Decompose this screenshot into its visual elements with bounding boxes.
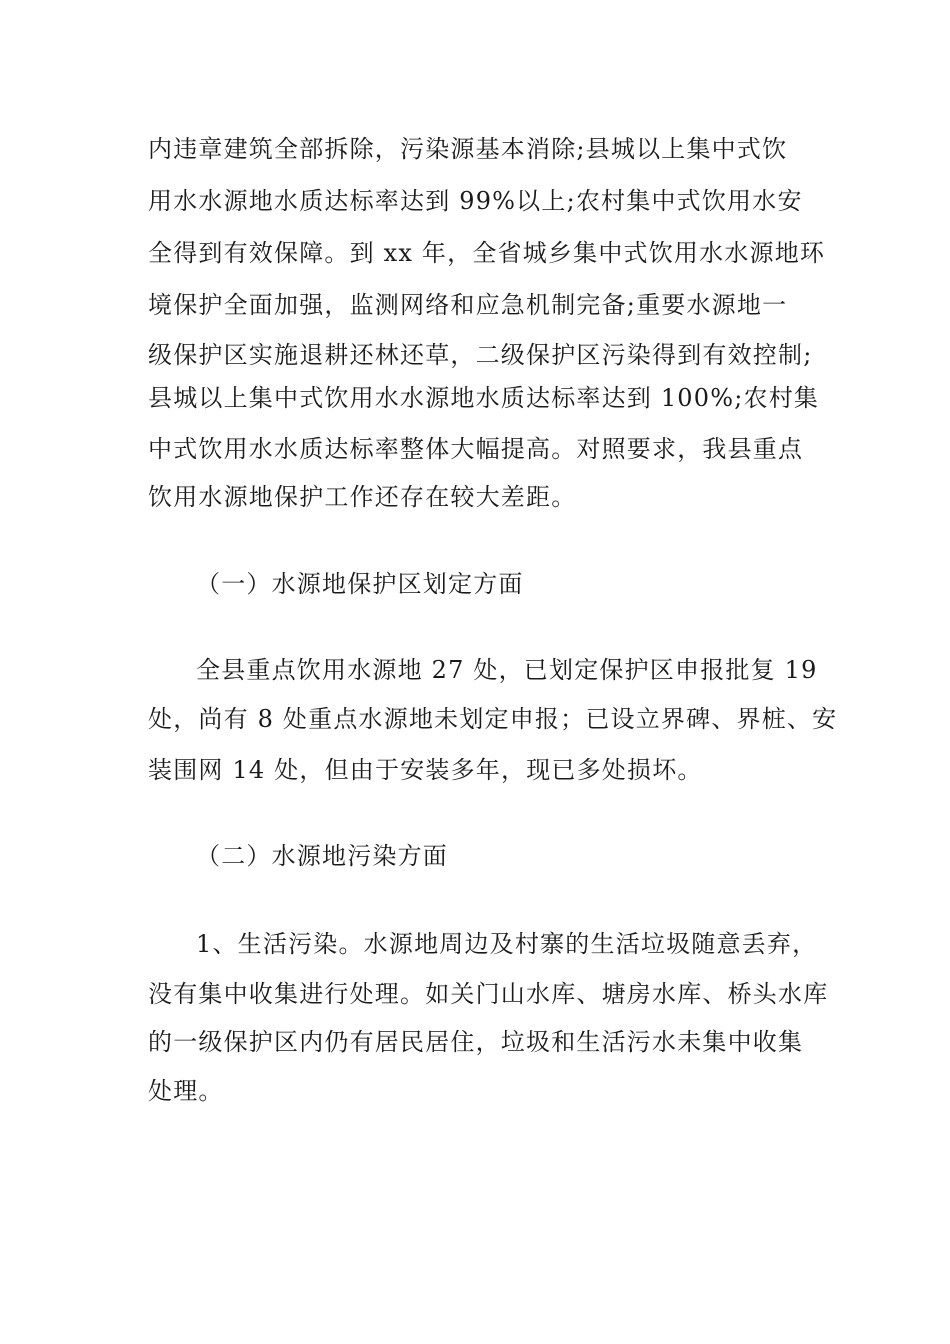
text-line: 处理。 bbox=[148, 1077, 224, 1105]
section-heading: （二）水源地污染方面 bbox=[196, 842, 448, 870]
text-line: 县城以上集中式饮用水水源地水质达标率达到 100%;农村集 bbox=[148, 384, 820, 412]
text-line: 装围网 14 处，但由于安装多年，现已多处损坏。 bbox=[148, 756, 703, 784]
text-line: 全县重点饮用水源地 27 处，已划定保护区申报批复 19 bbox=[196, 656, 818, 684]
text-line: 处，尚有 8 处重点水源地未划定申报；已设立界碑、界桩、安 bbox=[148, 705, 838, 733]
text-line: 1、生活污染。水源地周边及村寨的生活垃圾随意丢弃， bbox=[196, 930, 818, 958]
section-heading: （一）水源地保护区划定方面 bbox=[196, 570, 524, 598]
text-line: 全得到有效保障。到 xx 年，全省城乡集中式饮用水水源地环 bbox=[148, 239, 826, 267]
text-line: 没有集中收集进行处理。如关门山水库、塘房水库、桥头水库 bbox=[148, 980, 829, 1008]
text-line: 的一级保护区内仍有居民居住，垃圾和生活污水未集中收集 bbox=[148, 1028, 804, 1056]
text-line: 境保护全面加强，监测网络和应急机制完备;重要水源地一 bbox=[148, 291, 788, 319]
text-line: 用水水源地水质达标率达到 99%以上;农村集中式饮用水安 bbox=[148, 187, 803, 215]
text-line: 中式饮用水水质达标率整体大幅提高。对照要求，我县重点 bbox=[148, 435, 804, 463]
text-line: 内违章建筑全部拆除，污染源基本消除;县城以上集中式饮 bbox=[148, 135, 788, 163]
text-line: 级保护区实施退耕还林还草，二级保护区污染得到有效控制; bbox=[148, 341, 813, 369]
text-line: 饮用水源地保护工作还存在较大差距。 bbox=[148, 483, 577, 511]
